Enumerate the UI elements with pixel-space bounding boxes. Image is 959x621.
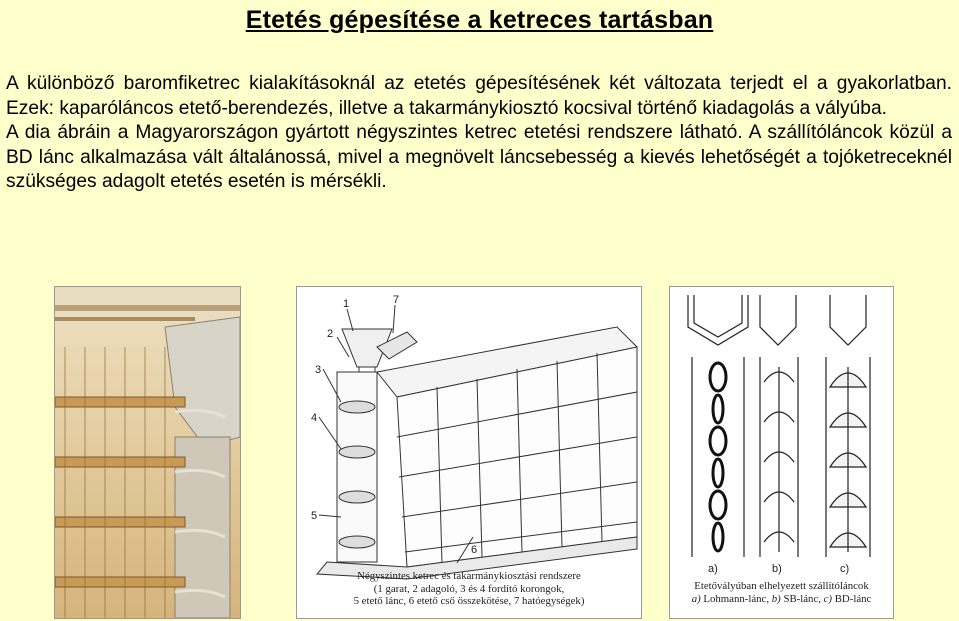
chain-caption-part-6: BD-lánc bbox=[832, 592, 872, 605]
cage-label-2: 2 bbox=[327, 328, 334, 340]
paragraph-2: A dia ábráin a Magyarországon gyártott négyszintes ketrec etetési rendszere látható. A szállítóláncok közül a BD lánc alkalmazása vált általánossá, mivel a megnövelt láncsebesség a kievés lehetőségét a tojóketreceknél szükséges adagolt etetés esetén is mérsékli. bbox=[6, 122, 952, 192]
chain-label-b: b) bbox=[772, 563, 782, 575]
cage-photo-illustration bbox=[55, 287, 240, 618]
chain-caption-line-2 bbox=[670, 593, 893, 606]
chain-caption-part-3: b) bbox=[771, 592, 781, 605]
cage-caption-line-1: Négyszintes ketrec és takarmánykiosztási rendszere bbox=[357, 570, 581, 582]
chain-label-c: c) bbox=[840, 563, 850, 575]
cage-label-7: 7 bbox=[393, 294, 400, 306]
cage-label-5: 5 bbox=[311, 510, 318, 522]
chain-caption-line-1: Etetővályúban elhelyezett szállítóláncok bbox=[694, 580, 869, 592]
body-text bbox=[6, 72, 952, 195]
paragraph-1: A különböző baromfiketrec kialakításoknál az etetés gépesítésének két változata terjedt el a gyakorlatban. Ezek: kaparóláncos etető-berendezés, illetve a takarmánykiosztó kocsival történő kiadagolás a vályúba. bbox=[6, 73, 952, 119]
chain-caption bbox=[670, 580, 893, 605]
chain-caption-part-1: a) bbox=[691, 592, 701, 605]
cage-label-1: 1 bbox=[343, 298, 350, 310]
chain-caption-part-4: SB-lánc, bbox=[780, 592, 824, 605]
cage-label-4: 4 bbox=[311, 412, 318, 424]
cage-label-6: 6 bbox=[471, 544, 478, 556]
cage-photo bbox=[55, 287, 240, 618]
cage-diagram-illustration bbox=[297, 287, 641, 618]
cage-diagram bbox=[297, 287, 641, 618]
cage-caption bbox=[297, 570, 641, 608]
chain-label-a: a) bbox=[708, 563, 718, 575]
chain-diagram bbox=[670, 287, 893, 618]
cage-caption-line-3: 5 etető lánc, 6 etető cső összekötése, 7 hatóegységek) bbox=[353, 595, 585, 607]
cage-caption-line-2: (1 garat, 2 adagoló, 3 és 4 fordító korongok, bbox=[373, 582, 565, 595]
cage-label-3: 3 bbox=[315, 364, 322, 376]
page-title: Etetés gépesítése a ketreces tartásban bbox=[245, 6, 714, 34]
chain-caption-part-5: c) bbox=[823, 592, 833, 605]
chain-caption-part-2: Lohmann-lánc, bbox=[700, 592, 772, 605]
chain-diagram-illustration bbox=[670, 287, 893, 618]
